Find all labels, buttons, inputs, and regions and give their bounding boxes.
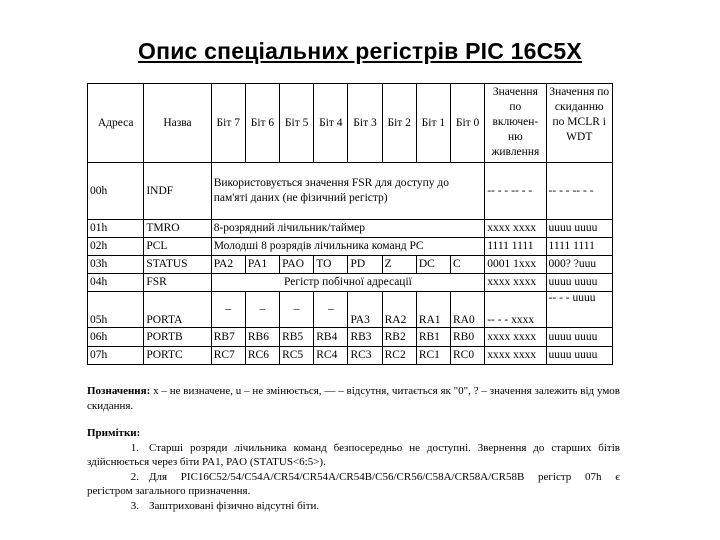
cell-bit: RA1 bbox=[416, 292, 450, 328]
header-bit7: Біт 7 bbox=[211, 84, 245, 163]
cell-bit: PA2 bbox=[211, 256, 245, 274]
legend-label: Позначення: bbox=[87, 385, 151, 397]
cell-power-on: 0001 1xxx bbox=[485, 256, 546, 274]
remark-item: 3. Заштриховані фізично відсутні біти. bbox=[130, 499, 320, 512]
cell-bit: RB1 bbox=[416, 328, 450, 347]
cell-bit: RC1 bbox=[416, 347, 450, 365]
cell-power-on: 1111 1111 bbox=[485, 238, 546, 256]
header-bit4: Біт 4 bbox=[314, 84, 348, 163]
cell-bit: – bbox=[280, 292, 314, 328]
cell-bit: RA0 bbox=[451, 292, 485, 328]
cell-reset: uuuu uuuu bbox=[546, 347, 612, 365]
cell-bit: PA3 bbox=[348, 292, 382, 328]
cell-reset: 000? ?uuu bbox=[546, 256, 612, 274]
cell-bit: RB2 bbox=[382, 328, 416, 347]
cell-bit: RC0 bbox=[451, 347, 485, 365]
header-bit6: Біт 6 bbox=[245, 84, 279, 163]
cell-description: Використовується значення FSR для доступу до пам'яті даних (не фізичний регістр) bbox=[211, 163, 485, 220]
table-row bbox=[88, 256, 613, 274]
cell-bit: RB6 bbox=[245, 328, 279, 347]
table-row bbox=[88, 292, 613, 328]
cell-reset: -- - - -- - - bbox=[546, 163, 612, 220]
cell-bit: C bbox=[451, 256, 485, 274]
cell-address: 03h bbox=[88, 256, 144, 274]
cell-reset: 1111 1111 bbox=[546, 238, 612, 256]
cell-bit: PD bbox=[348, 256, 382, 274]
header-power-on: Значення по включен-ню живлення bbox=[485, 84, 546, 163]
cell-bit: – bbox=[245, 292, 279, 328]
cell-bit: DC bbox=[416, 256, 450, 274]
cell-name: TMRO bbox=[144, 220, 211, 238]
cell-address: 01h bbox=[88, 220, 144, 238]
cell-address: 06h bbox=[88, 328, 144, 347]
remarks-heading: Примітки: bbox=[87, 427, 141, 439]
cell-description: 8-розрядний лічильник/таймер bbox=[211, 220, 485, 238]
cell-bit: – bbox=[314, 292, 348, 328]
notes-section bbox=[87, 384, 620, 513]
cell-bit: RB0 bbox=[451, 328, 485, 347]
header-reset: Значення по скиданню по MCLR і WDT bbox=[546, 84, 612, 163]
table-row bbox=[88, 220, 613, 238]
cell-name: PCL bbox=[144, 238, 211, 256]
legend-text: x – не визначене, u – не змінюється, — – відсутня, читається як "0", ? – значення залежить від умов скидання. bbox=[87, 385, 620, 412]
cell-name: INDF bbox=[144, 163, 211, 220]
cell-bit: RC6 bbox=[245, 347, 279, 365]
legend-paragraph bbox=[87, 384, 620, 413]
header-address: Адреса bbox=[88, 84, 144, 163]
cell-bit: RB3 bbox=[348, 328, 382, 347]
cell-bit: PAO bbox=[280, 256, 314, 274]
cell-bit: RC5 bbox=[280, 347, 314, 365]
cell-name: PORTC bbox=[144, 347, 211, 365]
cell-reset: -- - - uuuu bbox=[546, 292, 612, 328]
header-bit3: Біт 3 bbox=[348, 84, 382, 163]
cell-bit: RA2 bbox=[382, 292, 416, 328]
register-table bbox=[87, 83, 613, 365]
remark-item: 1. Старші розряди лічильника команд безпосередньо не доступні. Звернення до старших бітів здійснюється через біти PA1, PAO (STATUS<6:5>). bbox=[87, 441, 620, 468]
cell-bit: RC2 bbox=[382, 347, 416, 365]
cell-description: Регістр побічної адресації bbox=[211, 274, 485, 292]
cell-power-on: xxxx xxxx bbox=[485, 347, 546, 365]
cell-bit: RC4 bbox=[314, 347, 348, 365]
cell-address: 04h bbox=[88, 274, 144, 292]
cell-address: 07h bbox=[88, 347, 144, 365]
cell-bit: – bbox=[211, 292, 245, 328]
header-name: Назва bbox=[144, 84, 211, 163]
cell-reset: uuuu uuuu bbox=[546, 274, 612, 292]
cell-power-on: xxxx xxxx bbox=[485, 220, 546, 238]
table-header-row bbox=[88, 84, 613, 163]
remark-item: 2. Для PIC16C52/54/C54A/CR54/CR54A/CR54B/C56/CR56/C58A/CR58A/CR58B регістр 07h є регістром загального призначення. bbox=[87, 470, 620, 497]
cell-address: 00h bbox=[88, 163, 144, 220]
table-row bbox=[88, 163, 613, 220]
cell-reset: uuuu uuuu bbox=[546, 220, 612, 238]
cell-bit: RB7 bbox=[211, 328, 245, 347]
cell-bit: RB4 bbox=[314, 328, 348, 347]
cell-power-on: xxxx xxxx bbox=[485, 328, 546, 347]
cell-bit: RC7 bbox=[211, 347, 245, 365]
header-bit2: Біт 2 bbox=[382, 84, 416, 163]
cell-name: STATUS bbox=[144, 256, 211, 274]
cell-name: PORTB bbox=[144, 328, 211, 347]
cell-bit: RC3 bbox=[348, 347, 382, 365]
cell-bit: Z bbox=[382, 256, 416, 274]
cell-bit: TO bbox=[314, 256, 348, 274]
cell-name: FSR bbox=[144, 274, 211, 292]
cell-power-on: -- - - -- - - bbox=[485, 163, 546, 220]
slide-title: Опис спеціальних регістрів PIC 16C5X bbox=[138, 38, 582, 64]
cell-reset: uuuu uuuu bbox=[546, 328, 612, 347]
header-bit0: Біт 0 bbox=[451, 84, 485, 163]
cell-bit: PA1 bbox=[245, 256, 279, 274]
cell-power-on: xxxx xxxx bbox=[485, 274, 546, 292]
cell-bit: RB5 bbox=[280, 328, 314, 347]
cell-address: 02h bbox=[88, 238, 144, 256]
cell-power-on: -- - - xxxx bbox=[485, 292, 546, 328]
header-bit1: Біт 1 bbox=[416, 84, 450, 163]
table-row bbox=[88, 328, 613, 347]
cell-description: Молодші 8 розрядів лічильника команд PC bbox=[211, 238, 485, 256]
cell-name: PORTA bbox=[144, 292, 211, 328]
table-row bbox=[88, 238, 613, 256]
cell-address: 05h bbox=[88, 292, 144, 328]
table-row bbox=[88, 274, 613, 292]
table-row bbox=[88, 347, 613, 365]
header-bit5: Біт 5 bbox=[280, 84, 314, 163]
